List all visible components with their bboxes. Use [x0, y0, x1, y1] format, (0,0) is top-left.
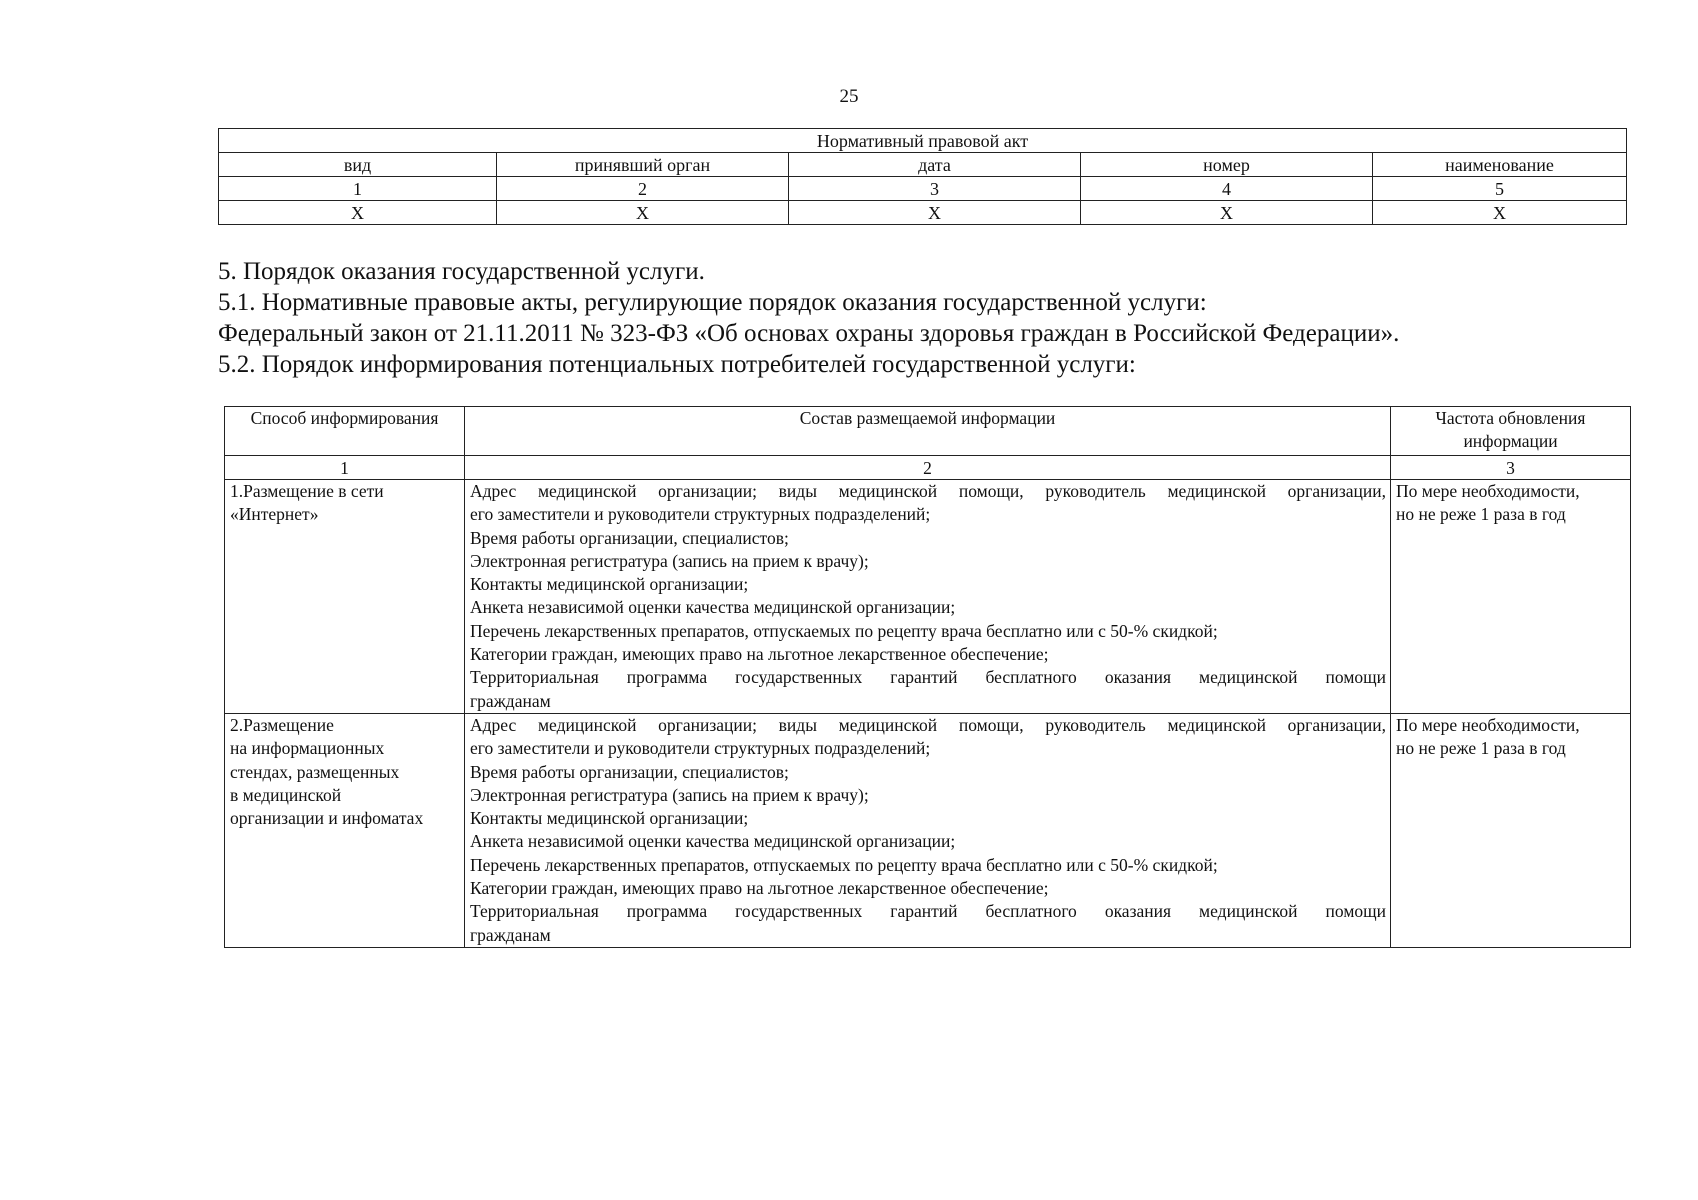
content-line: Категории граждан, имеющих право на льготное лекарственное обеспечение;: [470, 644, 1049, 665]
frequency-line: По мере необходимости,: [1396, 714, 1580, 735]
info-header-content: Состав размещаемой информации: [465, 407, 1391, 456]
content-line: гражданам: [470, 690, 551, 711]
frequency-line: но не реже 1 раза в год: [1396, 738, 1566, 759]
act-table-header-row: [219, 153, 1627, 177]
content-line: его заместители и руководители структурных подразделений;: [470, 504, 931, 525]
act-col-number: 3: [789, 177, 1081, 201]
section-subheading-5-1: 5.1. Нормативные правовые акты, регулирующие порядок оказания государственной услуги:: [218, 289, 1207, 316]
act-col-number: 1: [219, 177, 497, 201]
method-cell: [225, 713, 465, 947]
content-line: Перечень лекарственных препаратов, отпускаемых по рецепту врача бесплатно или с 50-% скидкой;: [470, 854, 1218, 875]
content-line: Время работы организации, специалистов;: [470, 527, 789, 548]
frequency-line: По мере необходимости,: [1396, 481, 1580, 501]
method-line: стендах, размещенных: [230, 761, 400, 782]
act-table-number-row: [219, 177, 1627, 201]
act-value-cell: Х: [219, 201, 497, 225]
content-line: Категории граждан, имеющих право на льготное лекарственное обеспечение;: [470, 878, 1049, 899]
section-text: [218, 256, 1638, 380]
content-line: его заместители и руководители структурных подразделений;: [470, 738, 931, 759]
act-value-cell: Х: [789, 201, 1081, 225]
method-line: на информационных: [230, 738, 385, 759]
act-value-cell: Х: [1081, 201, 1373, 225]
act-table-title-row: [219, 129, 1627, 153]
content-line: Территориальная программа государственных гарантий бесплатного оказания медицинской помощи: [470, 667, 1386, 688]
content-line: Контакты медицинской организации;: [470, 808, 749, 829]
table-row: [225, 480, 1631, 714]
section-subheading-5-2: 5.2. Порядок информирования потенциальных потребителей государственной услуги:: [218, 351, 1136, 378]
act-header-type: вид: [219, 153, 497, 177]
page-number: 25: [839, 86, 859, 107]
method-line: организации и инфоматах: [230, 808, 424, 829]
act-header-name: наименование: [1373, 153, 1627, 177]
method-line: 1.Размещение в сети: [230, 481, 384, 501]
act-table-title: Нормативный правовой акт: [219, 129, 1627, 153]
info-table-number-row: [225, 456, 1631, 480]
method-line: 2.Размещение: [230, 714, 334, 735]
info-table-header-row: [225, 407, 1631, 456]
method-cell: [225, 480, 465, 714]
content-line: Анкета независимой оценки качества медицинской организации;: [470, 831, 956, 852]
section-heading: 5. Порядок оказания государственной услуги.: [218, 258, 705, 285]
info-col-number: 2: [465, 456, 1391, 480]
info-header-frequency: Частота обновления информации: [1391, 407, 1631, 456]
info-col-number: 3: [1391, 456, 1631, 480]
act-col-number: 4: [1081, 177, 1373, 201]
act-table-value-row: [219, 201, 1627, 225]
content-cell: [465, 480, 1391, 714]
content-line: Контакты медицинской организации;: [470, 574, 749, 595]
method-line: в медицинской: [230, 784, 342, 805]
content-line: Территориальная программа государственных гарантий бесплатного оказания медицинской помощи: [470, 901, 1386, 922]
content-line: Электронная регистратура (запись на прием к врачу);: [470, 550, 869, 571]
federal-law-reference: Федеральный закон от 21.11.2011 № 323-ФЗ «Об основах охраны здоровья граждан в Российской Федерации».: [218, 320, 1400, 347]
act-value-cell: Х: [1373, 201, 1627, 225]
act-value-cell: Х: [497, 201, 789, 225]
table-row: [225, 713, 1631, 947]
info-header-method: Способ информирования: [225, 407, 465, 456]
frequency-cell: [1391, 713, 1631, 947]
content-line: Адрес медицинской организации; виды медицинской помощи, руководитель медицинской организации,: [470, 714, 1386, 735]
content-cell: [465, 713, 1391, 947]
content-line: Анкета независимой оценки качества медицинской организации;: [470, 597, 956, 618]
normative-act-table: [218, 128, 1627, 225]
content-line: Перечень лекарственных препаратов, отпускаемых по рецепту врача бесплатно или с 50-% скидкой;: [470, 620, 1218, 641]
informing-table: [224, 406, 1631, 948]
act-header-authority: принявший орган: [497, 153, 789, 177]
act-col-number: 5: [1373, 177, 1627, 201]
frequency-line: но не реже 1 раза в год: [1396, 504, 1566, 525]
content-line: Электронная регистратура (запись на прием к врачу);: [470, 784, 869, 805]
act-header-date: дата: [789, 153, 1081, 177]
content-line: Адрес медицинской организации; виды медицинской помощи, руководитель медицинской организации,: [470, 481, 1386, 501]
act-col-number: 2: [497, 177, 789, 201]
content-line: Время работы организации, специалистов;: [470, 761, 789, 782]
act-header-number: номер: [1081, 153, 1373, 177]
content-line: гражданам: [470, 924, 551, 945]
frequency-cell: [1391, 480, 1631, 714]
info-col-number: 1: [225, 456, 465, 480]
method-line: «Интернет»: [230, 504, 319, 525]
